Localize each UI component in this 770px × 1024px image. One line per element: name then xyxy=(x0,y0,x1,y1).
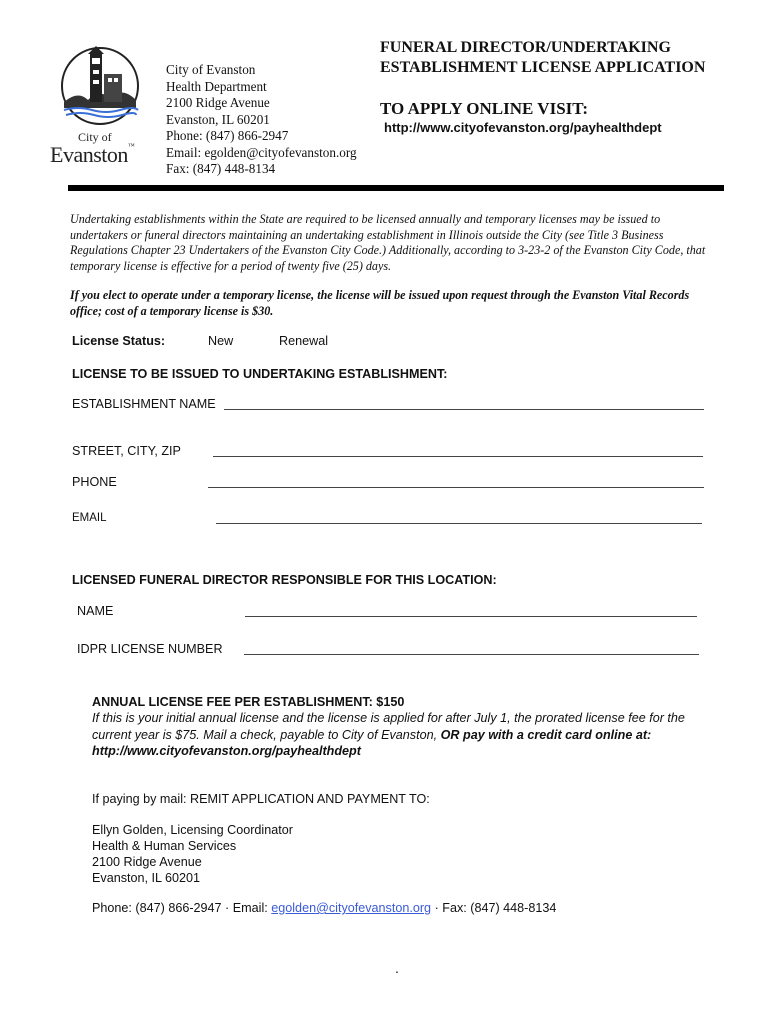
director-name-label: NAME xyxy=(77,604,114,618)
mail-payment-instructions: If paying by mail: REMIT APPLICATION AND PAYMENT TO: xyxy=(92,792,430,806)
contact-phone: Phone: (847) 866-2947 xyxy=(92,901,222,915)
address-email: Email: egolden@cityofevanston.org xyxy=(166,144,357,160)
mailing-address: Ellyn Golden, Licensing Coordinator Health & Human Services 2100 Ridge Avenue Evanston, IL 60201 xyxy=(92,823,293,885)
license-status-renewal-option[interactable]: Renewal xyxy=(279,334,329,348)
header-divider xyxy=(68,185,724,191)
city-of-evanston-logo xyxy=(48,44,154,167)
establishment-name-field[interactable] xyxy=(224,409,704,410)
online-payment-link[interactable]: OR pay with a credit card online at: http://www.cityofevanston.org/payhealthdept xyxy=(92,727,652,758)
intro-paragraph: Undertaking establishments within the State are required to be licensed annually and temporary licenses may be issued to undertakers or funeral directors maintaining an undertaking establishment in Illinois outside the City (see Title 3 Business Regulations Chapter 23 Undertakers of the Evanston City Code.) Additionally, according to 3-23-2 of the Evanston City Code, that temporary license is effective for a period of twenty five (25) days. xyxy=(70,212,706,273)
street-city-zip-field[interactable] xyxy=(213,456,703,457)
temporary-license-note: If you elect to operate under a temporary license, the license will be issued upon request through the Evanston Vital Records office; cost of a temporary license is $30. xyxy=(70,288,690,318)
phone-label: PHONE xyxy=(72,475,117,489)
annual-fee-description: If this is your initial annual license and the license is applied for after July 1, the prorated license fee for the current year is $75. Mail a check, payable to City of Evanston, OR pay with a credit card online at: http://www.cityofevanston.org/payhealthdept xyxy=(92,711,685,758)
email-label: EMAIL xyxy=(72,512,107,524)
apply-online-url[interactable]: http://www.cityofevanston.org/payhealthdept xyxy=(384,120,662,135)
logo-city-of: City of xyxy=(78,130,112,144)
idpr-license-field[interactable] xyxy=(244,654,699,655)
department-address xyxy=(166,62,357,178)
establishment-section-heading: LICENSE TO BE ISSUED TO UNDERTAKING ESTABLISHMENT: xyxy=(72,367,448,381)
establishment-name-label: ESTABLISHMENT NAME xyxy=(72,397,216,411)
idpr-license-label: IDPR LICENSE NUMBER xyxy=(77,642,223,656)
contact-line: Phone: (847) 866-2947 · Email: egolden@cityofevanston.org · Fax: (847) 448-8134 xyxy=(92,901,557,915)
license-status-label: License Status: xyxy=(72,334,166,348)
address-line: 2100 Ridge Avenue xyxy=(166,95,270,110)
email-field[interactable] xyxy=(216,523,702,524)
street-city-zip-label: STREET, CITY, ZIP xyxy=(72,444,181,458)
apply-online-heading: TO APPLY ONLINE VISIT: xyxy=(380,99,589,118)
contact-email-link[interactable]: egolden@cityofevanston.org xyxy=(271,901,432,915)
contact-fax: Fax: (847) 448-8134 xyxy=(442,901,557,915)
director-section-heading: LICENSED FUNERAL DIRECTOR RESPONSIBLE FOR THIS LOCATION: xyxy=(72,573,497,587)
contact-email-label: Email: xyxy=(232,901,272,915)
annual-fee-heading: ANNUAL LICENSE FEE PER ESTABLISHMENT: $150 xyxy=(92,695,405,709)
form-title: FUNERAL DIRECTOR/UNDERTAKING ESTABLISHMENT LICENSE APPLICATION xyxy=(380,39,706,76)
lighthouse-seal-icon xyxy=(48,44,154,134)
address-line: Health Department xyxy=(166,78,267,94)
phone-field[interactable] xyxy=(208,487,704,488)
director-name-field[interactable] xyxy=(245,616,697,617)
logo-name: Evanston™ xyxy=(50,142,135,167)
footer-dot: . xyxy=(395,960,399,976)
license-status-new-option[interactable]: New xyxy=(208,334,234,348)
address-fax: Fax: (847) 448-8134 xyxy=(166,161,276,176)
address-line: City of Evanston xyxy=(166,62,256,77)
address-phone: Phone: (847) 866-2947 xyxy=(166,128,289,143)
address-line: Evanston, IL 60201 xyxy=(166,111,270,127)
